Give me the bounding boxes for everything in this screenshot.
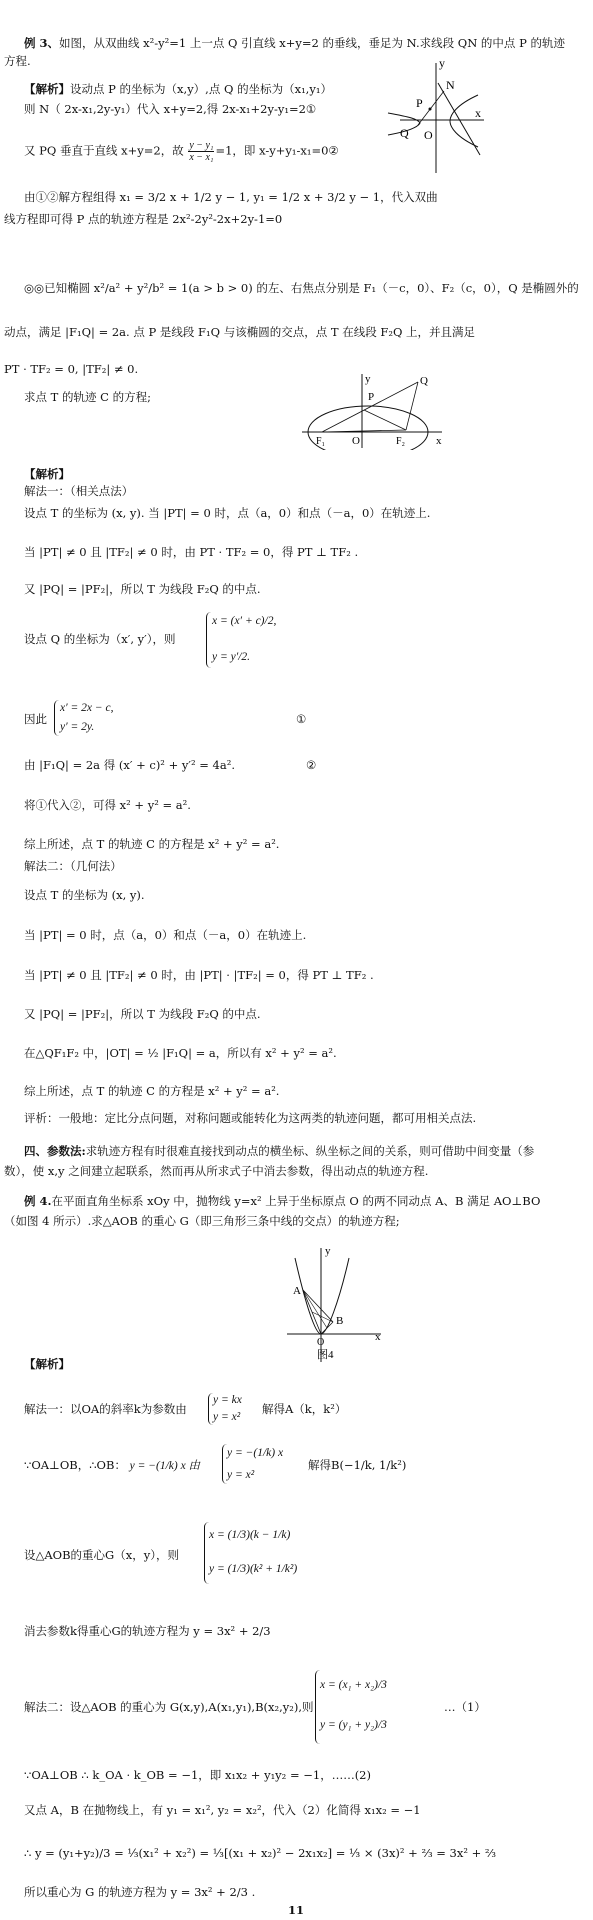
ex4-method2-e: 所以重心为 G 的轨迹方程为 y = 3x² + 2/3 . <box>24 1885 256 1899</box>
ex4-fig-B: B <box>336 1315 344 1327</box>
method1-eq-yp: y′ = 2y. <box>60 721 95 733</box>
ellipse-statement-2: 动点，满足 |F₁Q| = 2a. 点 P 是线段 F₁Q 与该椭圆的交点，点 T 在线段 F₂Q 上，并且满足 <box>4 325 476 339</box>
ex4-fig-x: x <box>375 1331 381 1343</box>
ex4-solution-heading: 【解析】 <box>24 1357 70 1371</box>
ex4-m1-eq3: y = −(1/k) x <box>227 1447 284 1459</box>
method1-line-d: 设点 Q 的坐标为（x′, y′），则 <box>24 632 176 646</box>
ex4-eq-tag-1: …（1） <box>444 1700 486 1714</box>
method1-line-h: 综上所述，点 T 的轨迹 C 的方程是 x² + y² = a². <box>24 837 280 851</box>
circled-1: ① <box>296 712 307 726</box>
ex4-method2-b: ∵OA⊥OB ∴ k_OA · k_OB = −1，即 x₁x₂ + y₁y₂ = −1，……(2) <box>24 1768 371 1782</box>
ex3-statement: 例 3、如图，从双曲线 x²-y²=1 上一点 Q 引直线 x+y=2 的垂线，垂足为 N.求线段 QN 的中点 P 的轨迹 <box>24 36 565 50</box>
ellipse-figure <box>300 370 450 450</box>
ellipse-solution-heading: 【解析】 <box>24 467 70 481</box>
ex4-fig-O: O <box>317 1337 325 1348</box>
method1-line-a: 设点 T 的坐标为 (x, y). 当 |PT| = 0 时，点（a，0）和点（－a，0）在轨迹上. <box>24 506 431 520</box>
ex3-fig-Q: Q <box>400 126 409 140</box>
ex4-statement-cont: （如图 4 所示）.求△AOB 的重心 G（即三角形三条中线的交点）的轨迹方程; <box>4 1214 400 1228</box>
ex4-method1-d: 消去参数k得重心G的轨迹方程为 y = 3x² + 2/3 <box>24 1624 271 1638</box>
ellipse-comment: 评析：一般地：定比分点问题，对称问题或能转化为这两类的轨迹问题，都可用相关点法. <box>24 1111 477 1125</box>
ex4-method1-c: 设△AOB的重心G（x，y），则 <box>24 1548 179 1562</box>
ex4-method2-a: 解法二：设△AOB 的重心为 G(x,y),A(x₁,y₁),B(x₂,y₂),则 <box>24 1700 314 1714</box>
method1-line-g: 将①代入②，可得 x² + y² = a². <box>24 798 191 812</box>
ex4-m1-eq1: y = kx <box>213 1394 242 1406</box>
ex3-fig-O: O <box>424 128 433 142</box>
ex4-method1-a-result: 解得A（k，k²） <box>262 1402 347 1416</box>
ellipse-fig-y: y <box>365 373 371 385</box>
method1-line-b: 当 |PT| ≠ 0 且 |TF₂| ≠ 0 时，由 PT · TF₂ = 0，得 PT ⊥ TF₂ . <box>24 545 359 559</box>
circled-2: ② <box>306 758 317 772</box>
method1-eq-x: x = (x′ + c)/2, <box>212 615 277 627</box>
ellipse-fig-x: x <box>436 435 442 447</box>
ex3-statement-cont: 方程. <box>4 54 31 68</box>
ex4-method1-a: 解法一：以OA的斜率k为参数由 <box>24 1402 187 1416</box>
ex3-solution-3: 又 PQ 垂直于直线 x+y=2，故 $\frac{\text{y − y₁}}{\text{x − x₁}}$ =1，即 x-y+y₁-x₁=0② <box>24 140 339 163</box>
method2-line-f: 综上所述，点 T 的轨迹 C 的方程是 x² + y² = a². <box>24 1084 280 1098</box>
method2-heading: 解法二：（几何法） <box>24 859 122 873</box>
ellipse-fig-O: O <box>352 435 360 447</box>
method1-line-f: 由 |F₁Q| = 2a 得 (x′ + c)² + y′² = 4a². <box>24 758 235 772</box>
ex4-method2-c: 又点 A，B 在抛物线上，有 y₁ = x₁², y₂ = x₂²，代入（2）化简得 x₁x₂ = −1 <box>24 1803 421 1817</box>
method1-eq-xp: x′ = 2x − c, <box>60 702 114 714</box>
ex4-m1-eq4: y = x² <box>227 1469 255 1481</box>
ex4-fig-A: A <box>293 1285 301 1297</box>
ex4-m2-eq1: x = (x₁ + x₂)/3 <box>320 1679 387 1691</box>
ellipse-statement-1: ◎◎已知椭圆 x²/a² + y²/b² = 1(a > b > 0) 的左、右焦点分别是 F₁（－c，0）、F₂（c，0），Q 是椭圆外的 <box>24 281 579 295</box>
ex3-solution-2: 则 N（ 2x-x₁,2y-y₁）代入 x+y=2,得 2x-x₁+2y-y₁=2① <box>24 102 317 116</box>
method2-line-a: 设点 T 的坐标为 (x, y). <box>24 888 145 902</box>
method1-heading: 解法一：（相关点法） <box>24 484 134 498</box>
ex3-solution-1: 【解析】设动点 P 的坐标为（x,y）,点 Q 的坐标为（x₁,y₁） <box>24 82 332 96</box>
ellipse-statement-3: PT · TF₂ = 0, |TF₂| ≠ 0. <box>4 362 139 376</box>
ex4-fig-y: y <box>325 1245 331 1257</box>
ex3-fig-x: x <box>475 106 481 120</box>
ex4-m2-eq2: y = (y₁ + y₂)/3 <box>320 1719 387 1731</box>
method1-eq-y: y = y′/2. <box>212 651 251 663</box>
ex3-solution-4: 由①②解方程组得 x₁ = 3/2 x + 1/2 y − 1, y₁ = 1/2 x + 3/2 y − 1，代入双曲 <box>24 190 438 204</box>
ex4-m1-eq2: y = x² <box>213 1411 241 1423</box>
ex4-m1-eq5: x = (1/3)(k − 1/k) <box>209 1529 291 1541</box>
ex4-method1-b-result: 解得B(−1/k, 1/k²) <box>308 1458 407 1472</box>
method2-line-c: 当 |PT| ≠ 0 且 |TF₂| ≠ 0 时，由 |PT| · |TF₂| = 0，得 PT ⊥ TF₂ . <box>24 968 374 982</box>
method1-line-e: 因此 <box>24 712 47 726</box>
ellipse-statement-4: 求点 T 的轨迹 C 的方程; <box>24 390 151 404</box>
method1-line-c: 又 |PQ| = |PF₂|，所以 T 为线段 F₂Q 的中点. <box>24 582 261 596</box>
method2-line-e: 在△QF₁F₂ 中，|OT| = ½ |F₁Q| = a，所以有 x² + y² = a². <box>24 1046 337 1060</box>
method2-line-d: 又 |PQ| = |PF₂|，所以 T 为线段 F₂Q 的中点. <box>24 1007 261 1021</box>
ex3-fig-y: y <box>439 56 445 70</box>
section4-line-2: 数），使 x,y 之间建立起联系，然而再从所求式子中消去参数，得出动点的轨迹方程. <box>4 1164 429 1178</box>
ex4-method2-d: ∴ y = (y₁+y₂)/3 = ⅓(x₁² + x₂²) = ⅓[(x₁ + x₂)² − 2x₁x₂] = ⅓ × (3x)² + ⅔ = 3x² + ⅔ <box>24 1846 497 1860</box>
ellipse-fig-P: P <box>368 391 375 403</box>
ellipse-fig-F2: F₂ <box>396 436 406 447</box>
method2-line-b: 当 |PT| = 0 时，点（a，0）和点（－a，0）在轨迹上. <box>24 928 307 942</box>
ex4-statement: 例 4.在平面直角坐标系 xOy 中，抛物线 y=x² 上异于坐标原点 O 的两不同动点 A、B 满足 AO⊥BO <box>24 1194 541 1208</box>
ex3-figure <box>380 55 485 175</box>
ex4-fig-caption: 图4 <box>317 1349 334 1361</box>
page-number: 11 <box>288 1903 305 1917</box>
ellipse-fig-F1: F₁ <box>316 436 326 447</box>
ex4-method1-b: ∵OA⊥OB，∴OB： y = −(1/k) x 由 <box>24 1458 201 1472</box>
ex3-solution-5: 线方程即可得 P 点的轨迹方程是 2x²-2y²-2x+2y-1=0 <box>4 212 283 226</box>
ex3-fig-N: N <box>446 78 455 92</box>
ex3-fig-P: P <box>416 96 423 110</box>
ex4-figure <box>283 1244 383 1364</box>
ellipse-fig-Q: Q <box>420 375 428 387</box>
section4-line-1: 四、参数法:求轨迹方程有时很难直接找到动点的横坐标、纵坐标之间的关系，则可借助中间变量（参 <box>24 1144 535 1158</box>
ex4-m1-eq6: y = (1/3)(k² + 1/k²) <box>209 1563 298 1575</box>
